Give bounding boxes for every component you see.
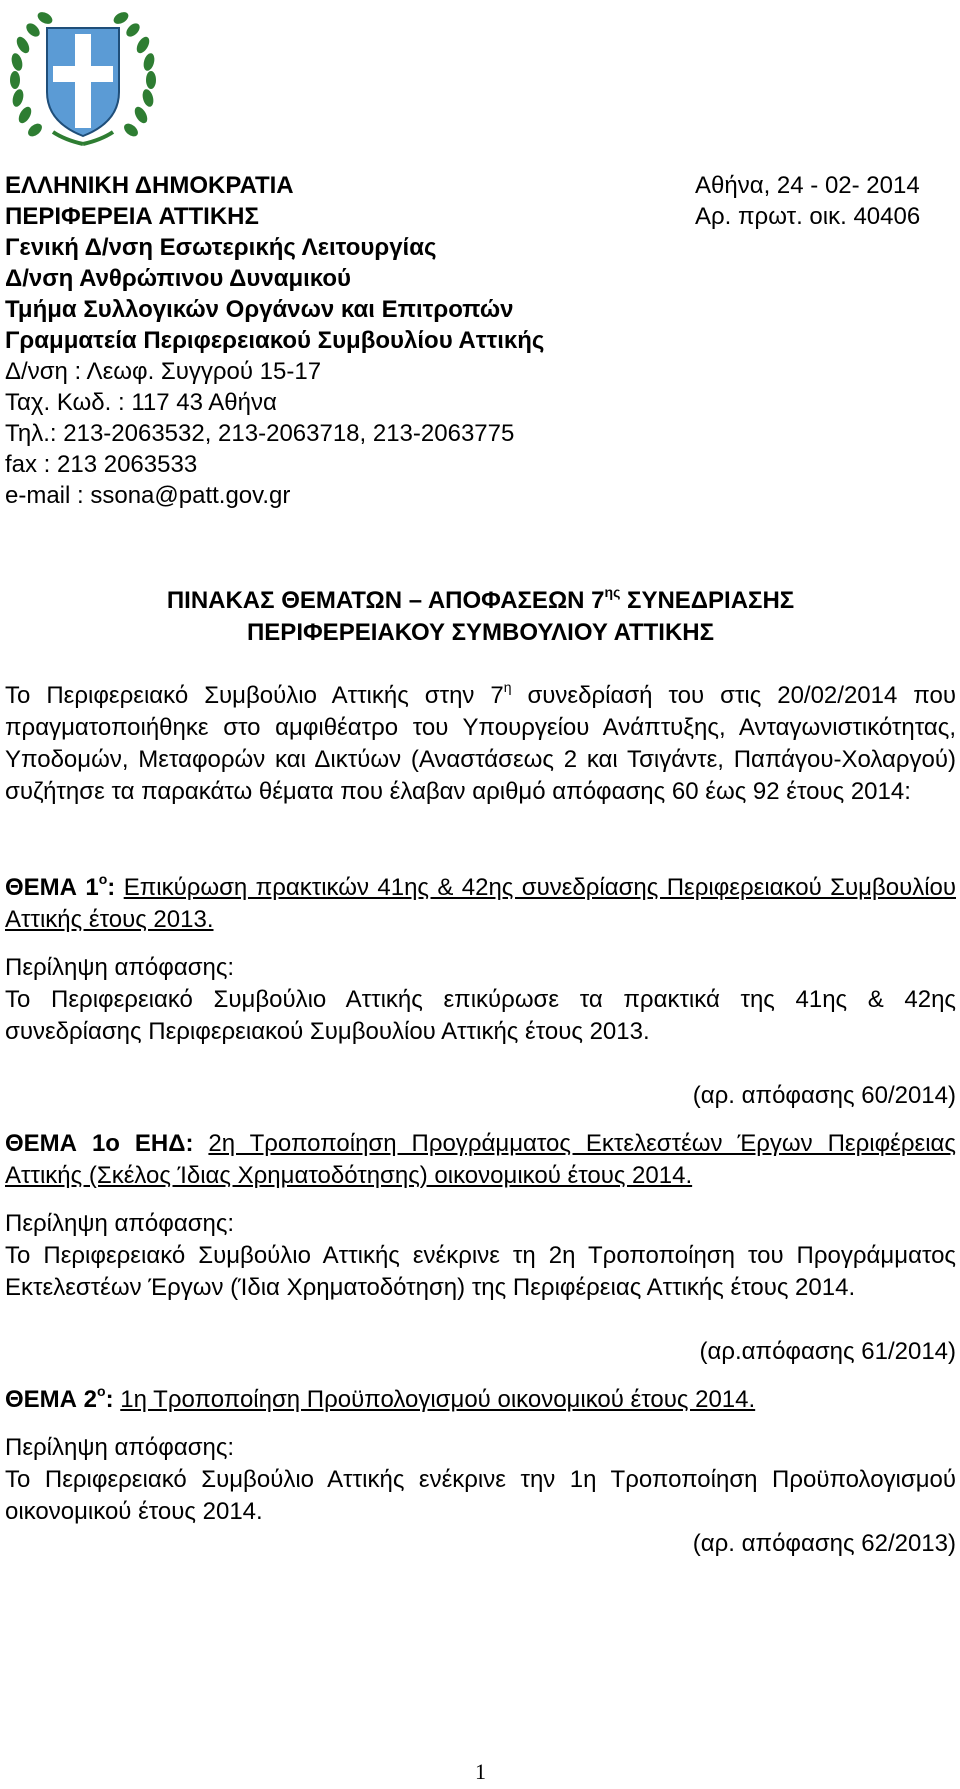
- header-line: Τμήμα Συλλογικών Οργάνων και Επιτροπών: [5, 296, 514, 323]
- topic-label: ΘΕΜΑ $1^o$:: [5, 871, 116, 901]
- header-line: ΠΕΡΙΦΕΡΕΙΑ ΑΤΤΙΚΗΣ: [5, 203, 259, 230]
- summary-label: Περίληψη απόφασης:: [5, 1434, 235, 1461]
- title-superscript: ης: [604, 584, 621, 600]
- topic-heading: [5, 1384, 956, 1416]
- protocol-number: Αρ. πρωτ. οικ. 40406: [695, 203, 921, 230]
- title-text: ΠΙΝΑΚΑΣ ΘΕΜΑΤΩΝ – ΑΠΟΦΑΣΕΩΝ 7: [166, 587, 605, 614]
- document-date: Αθήνα, 24 - 02- 2014: [695, 172, 920, 199]
- greek-emblem-icon: [5, 0, 161, 156]
- topic-subject: 1η Τροποποίηση Προϋπολογισμού οικονομικού έτους 2014.: [120, 1386, 756, 1413]
- fax-line: fax : 213 2063533: [5, 451, 198, 478]
- letterhead: [5, 170, 956, 511]
- topic-label: ΘΕΜΑ 1ο ΕΗΔ:: [5, 1130, 194, 1157]
- topic-summary: Το Περιφερειακό Συμβούλιο Αττικής ενέκρινε τη 2η Τροποποίηση του Προγράμματος Εκτελεστέων Έργων (Ίδια Χρηματοδότηση) της Περιφέρειας Αττικής έτους 2014.: [5, 1242, 956, 1301]
- header-line: Γενική Δ/νση Εσωτερικής Λειτουργίας: [5, 234, 437, 261]
- topic-subject: 2η Τροποποίηση Προγράμματος Εκτελεστέων Έργων Περιφέρειας Αττικής (Σκέλος Ίδιας Χρηματοδότησης) οικονομικού έτους 2014.: [5, 1130, 956, 1189]
- document-page: [5, 0, 956, 1789]
- document-body: [5, 680, 956, 1560]
- header-line: Δ/νση Ανθρώπινου Δυναμικού: [5, 265, 352, 292]
- summary-label: Περίληψη απόφασης:: [5, 1210, 235, 1237]
- topic-heading: [5, 872, 956, 936]
- title-line-1: [5, 585, 956, 617]
- topic-subject: Επικύρωση πρακτικών 41ης & 42ης συνεδρίασης Περιφερειακού Συμβουλίου Αττικής έτους 2013.: [5, 874, 956, 933]
- title-line-2: ΠΕΡΙΦΕΡΕΙΑΚΟΥ ΣΥΜΒΟΥΛΙΟΥ ΑΤΤΙΚΗΣ: [246, 619, 715, 646]
- header-line: ΕΛΛΗΝΙΚΗ ΔΗΜΟΚΡΑΤΙΑ: [5, 172, 294, 199]
- email-line: e-mail : ssona@patt.gov.gr: [5, 482, 291, 509]
- topic-summary: Το Περιφερειακό Συμβούλιο Αττικής ενέκρινε την 1η Τροποποίηση Προϋπολογισμού οικονομικού έτους 2014.: [5, 1466, 956, 1525]
- document-title: [5, 585, 956, 649]
- decision-number: (αρ. απόφασης 60/2014): [692, 1082, 956, 1109]
- intro-paragraph: [5, 680, 956, 808]
- phone-line: Τηλ.: 213-2063532, 213-2063718, 213-2063775: [5, 420, 515, 447]
- decision-number: (αρ. απόφασης 62/2013): [692, 1530, 956, 1557]
- summary-label: Περίληψη απόφασης:: [5, 954, 235, 981]
- topic-summary: Το Περιφερειακό Συμβούλιο Αττικής επικύρωσε τα πρακτικά της 41ης & 42ης συνεδρίασης Περιφερειακού Συμβουλίου Αττικής έτους 2013.: [5, 986, 956, 1045]
- header-line: Γραμματεία Περιφερειακού Συμβουλίου Αττικής: [5, 327, 545, 354]
- topic-label: ΘΕΜΑ $2^o$:: [5, 1383, 114, 1413]
- address-line: Δ/νση : Λεωφ. Συγγρού 15-17: [5, 358, 322, 385]
- intro-text: Το Περιφερειακό Συμβούλιο Αττικής στην 7: [5, 682, 504, 709]
- title-text: ΣΥΝΕΔΡΙΑΣΗΣ: [620, 587, 795, 614]
- intro-superscript: η: [503, 679, 512, 695]
- page-number: 1: [475, 1759, 486, 1784]
- topic-heading: [5, 1128, 956, 1192]
- postal-code-line: Ταχ. Κωδ. : 117 43 Αθήνα: [5, 389, 277, 416]
- intro-text: συνεδρίασή του στις 20/02/2014 που πραγματοποιήθηκε στο αμφιθέατρο του Υπουργείου Ανάπτυξης, Ανταγωνιστικότητας, Υποδομών, Μεταφορών και Δικτύων (Αναστάσεως 2 και Τσιγάντε, Παπάγου-Χολαργού) συζήτησε τα παρακάτω θέματα που έλαβαν αριθμό απόφασης 60 έως 92 έτους 2014:: [5, 682, 957, 805]
- decision-number: (αρ.απόφασης 61/2014): [699, 1338, 956, 1365]
